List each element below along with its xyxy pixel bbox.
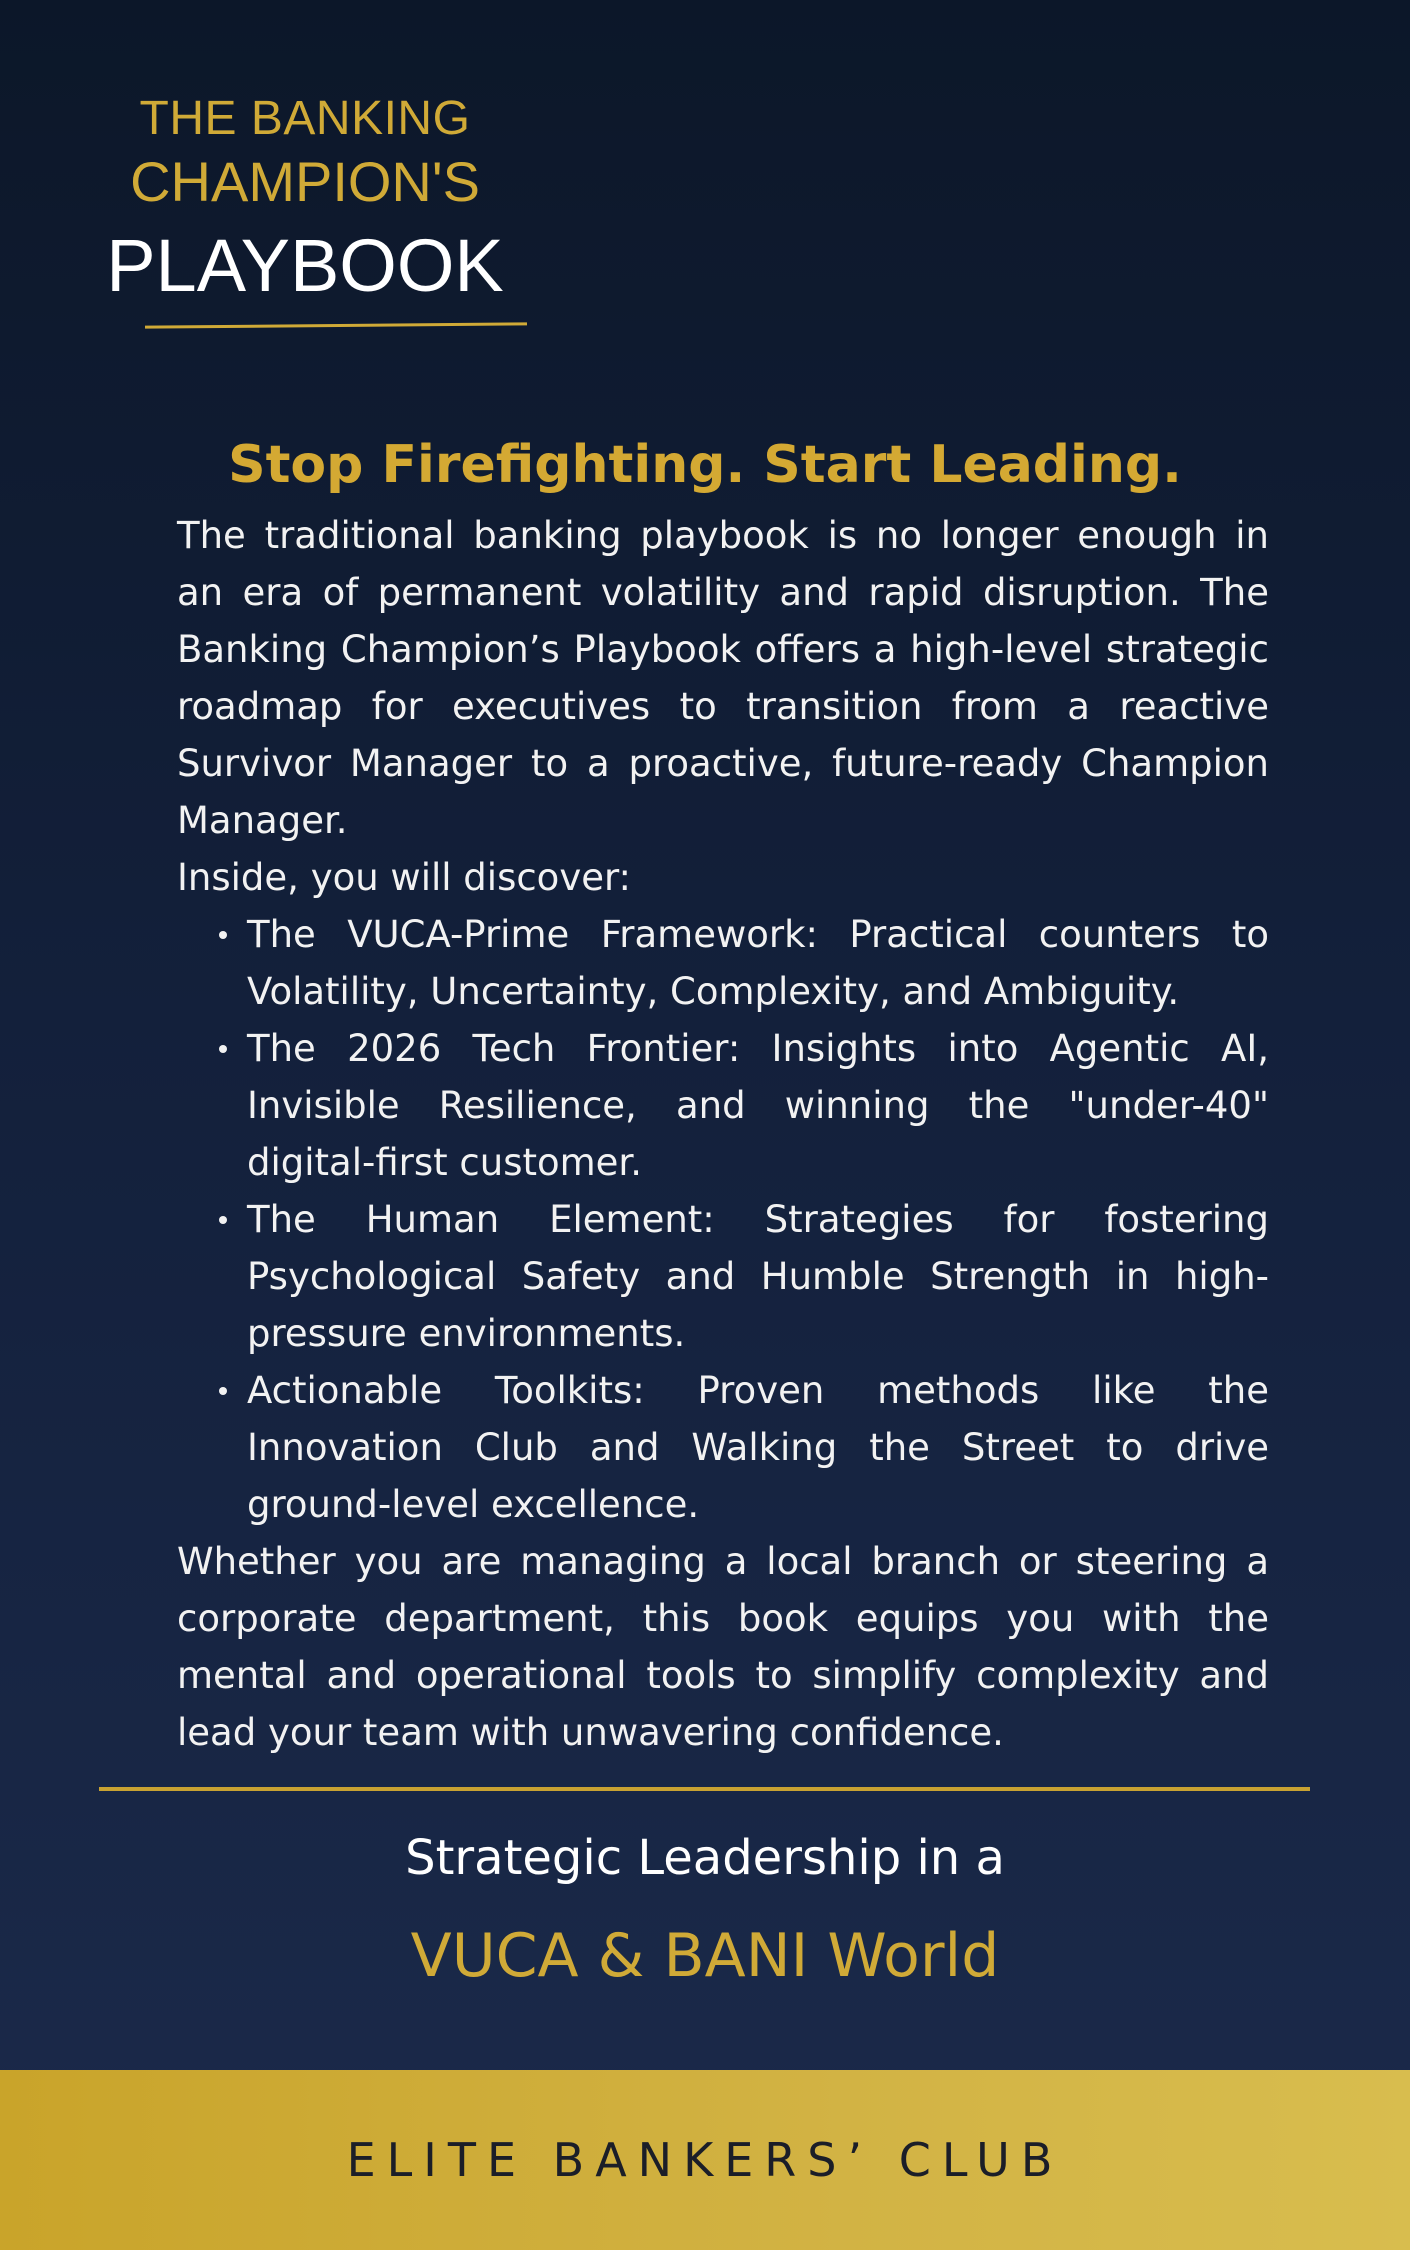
feature-item <box>177 1020 1269 1191</box>
feature-item <box>177 906 1269 1020</box>
brand-title-line-2: CHAMPION'S <box>130 150 480 213</box>
brand-title-line-1: THE BANKING <box>139 92 471 145</box>
bullet-dot-icon <box>219 931 227 939</box>
description-body <box>177 507 1269 1761</box>
feature-text: Actionable Toolkits: Proven methods like the Innovation Club and Walking the Street to drive ground-level excellence. <box>247 1369 1269 1526</box>
discover-label: Inside, you will discover: <box>177 856 632 899</box>
closing-paragraph: Whether you are managing a local branch or steering a corporate department, this book equips you with the mental and operational tools to simplify complexity and lead your team with unwavering confidence. <box>177 1540 1269 1754</box>
tagline-line-2: VUCA & BANI World <box>410 1921 1000 1991</box>
brand-title <box>60 90 550 314</box>
brand-title-line-3: PLAYBOOK <box>106 224 504 307</box>
feature-list <box>177 906 1269 1533</box>
feature-text: The VUCA-Prime Framework: Practical counters to Volatility, Uncertainty, Complexity, and Ambiguity. <box>247 913 1269 1013</box>
tagline-line-1: Strategic Leadership in a <box>405 1830 1005 1886</box>
bullet-dot-icon <box>219 1387 227 1395</box>
headline: Stop Firefighting. Start Leading. <box>228 435 1182 495</box>
feature-text: The Human Element: Strategies for fostering Psychological Safety and Humble Strength in high-pressure environments. <box>247 1198 1269 1355</box>
brand-underline <box>145 322 527 328</box>
section-divider <box>99 1787 1310 1791</box>
feature-item <box>177 1191 1269 1362</box>
bullet-dot-icon <box>219 1216 227 1224</box>
feature-item <box>177 1362 1269 1533</box>
bullet-dot-icon <box>219 1045 227 1053</box>
feature-text: The 2026 Tech Frontier: Insights into Agentic AI, Invisible Resilience, and winning the "under-40" digital-first customer. <box>247 1027 1269 1184</box>
footer-band <box>0 2070 1410 2250</box>
footer-publisher: ELITE BANKERS’ CLUB <box>346 2133 1064 2187</box>
intro-paragraph: The traditional banking playbook is no longer enough in an era of permanent volatility and rapid disruption. The Banking Champion’s Playbook offers a high-level strategic roadmap for executives to transition from a reactive Survivor Manager to a proactive, future-ready Champion Manager. <box>177 514 1269 842</box>
